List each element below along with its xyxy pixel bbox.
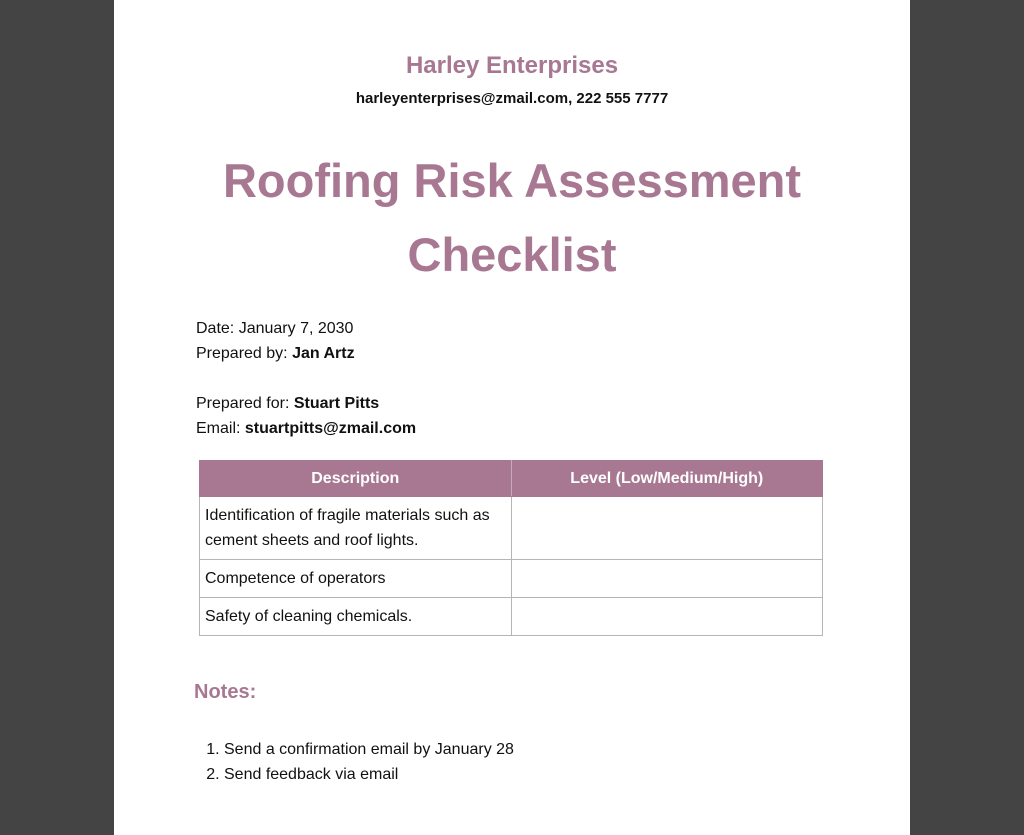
prepared-by-line <box>196 345 355 363</box>
level-cell[interactable] <box>511 497 823 560</box>
date-line <box>196 320 353 338</box>
document-title <box>174 144 850 292</box>
document-page <box>114 0 910 835</box>
description-cell: Safety of cleaning chemicals. <box>200 598 512 636</box>
email-label: Email: <box>196 420 241 437</box>
header-description: Description <box>200 461 512 497</box>
description-cell: Competence of operators <box>200 560 512 598</box>
risk-table <box>199 460 823 636</box>
prepared-for-line <box>196 395 379 413</box>
level-cell[interactable] <box>511 598 823 636</box>
company-contact: harleyenterprises@zmail.com, 222 555 7777 <box>355 90 669 107</box>
prepared-for-label: Prepared for: <box>196 395 290 412</box>
description-cell: Identification of fragile materials such as cement sheets and roof lights. <box>200 497 512 560</box>
table-row <box>200 560 823 598</box>
prepared-for-value: Stuart Pitts <box>293 395 380 412</box>
prepared-by-label: Prepared by: <box>196 345 288 362</box>
table-header-row <box>200 461 823 497</box>
notes-title: Notes: <box>194 681 257 703</box>
notes-list <box>204 737 514 787</box>
table-row <box>200 497 823 560</box>
date-value: January 7, 2030 <box>238 320 354 337</box>
email-line <box>196 420 416 438</box>
title-line-1: Roofing Risk Assessment <box>222 154 802 207</box>
email-value: stuartpitts@zmail.com <box>244 420 417 437</box>
prepared-by-value: Jan Artz <box>292 345 355 362</box>
date-label: Date: <box>196 320 235 337</box>
list-item: 1. Send a confirmation email by January 28 <box>224 737 514 762</box>
company-name: Harley Enterprises <box>405 52 619 79</box>
title-line-2: Checklist <box>407 228 617 281</box>
list-item: 2. Send feedback via email <box>224 762 514 787</box>
header-level: Level (Low/Medium/High) <box>511 461 823 497</box>
table-row <box>200 598 823 636</box>
level-cell[interactable] <box>511 560 823 598</box>
